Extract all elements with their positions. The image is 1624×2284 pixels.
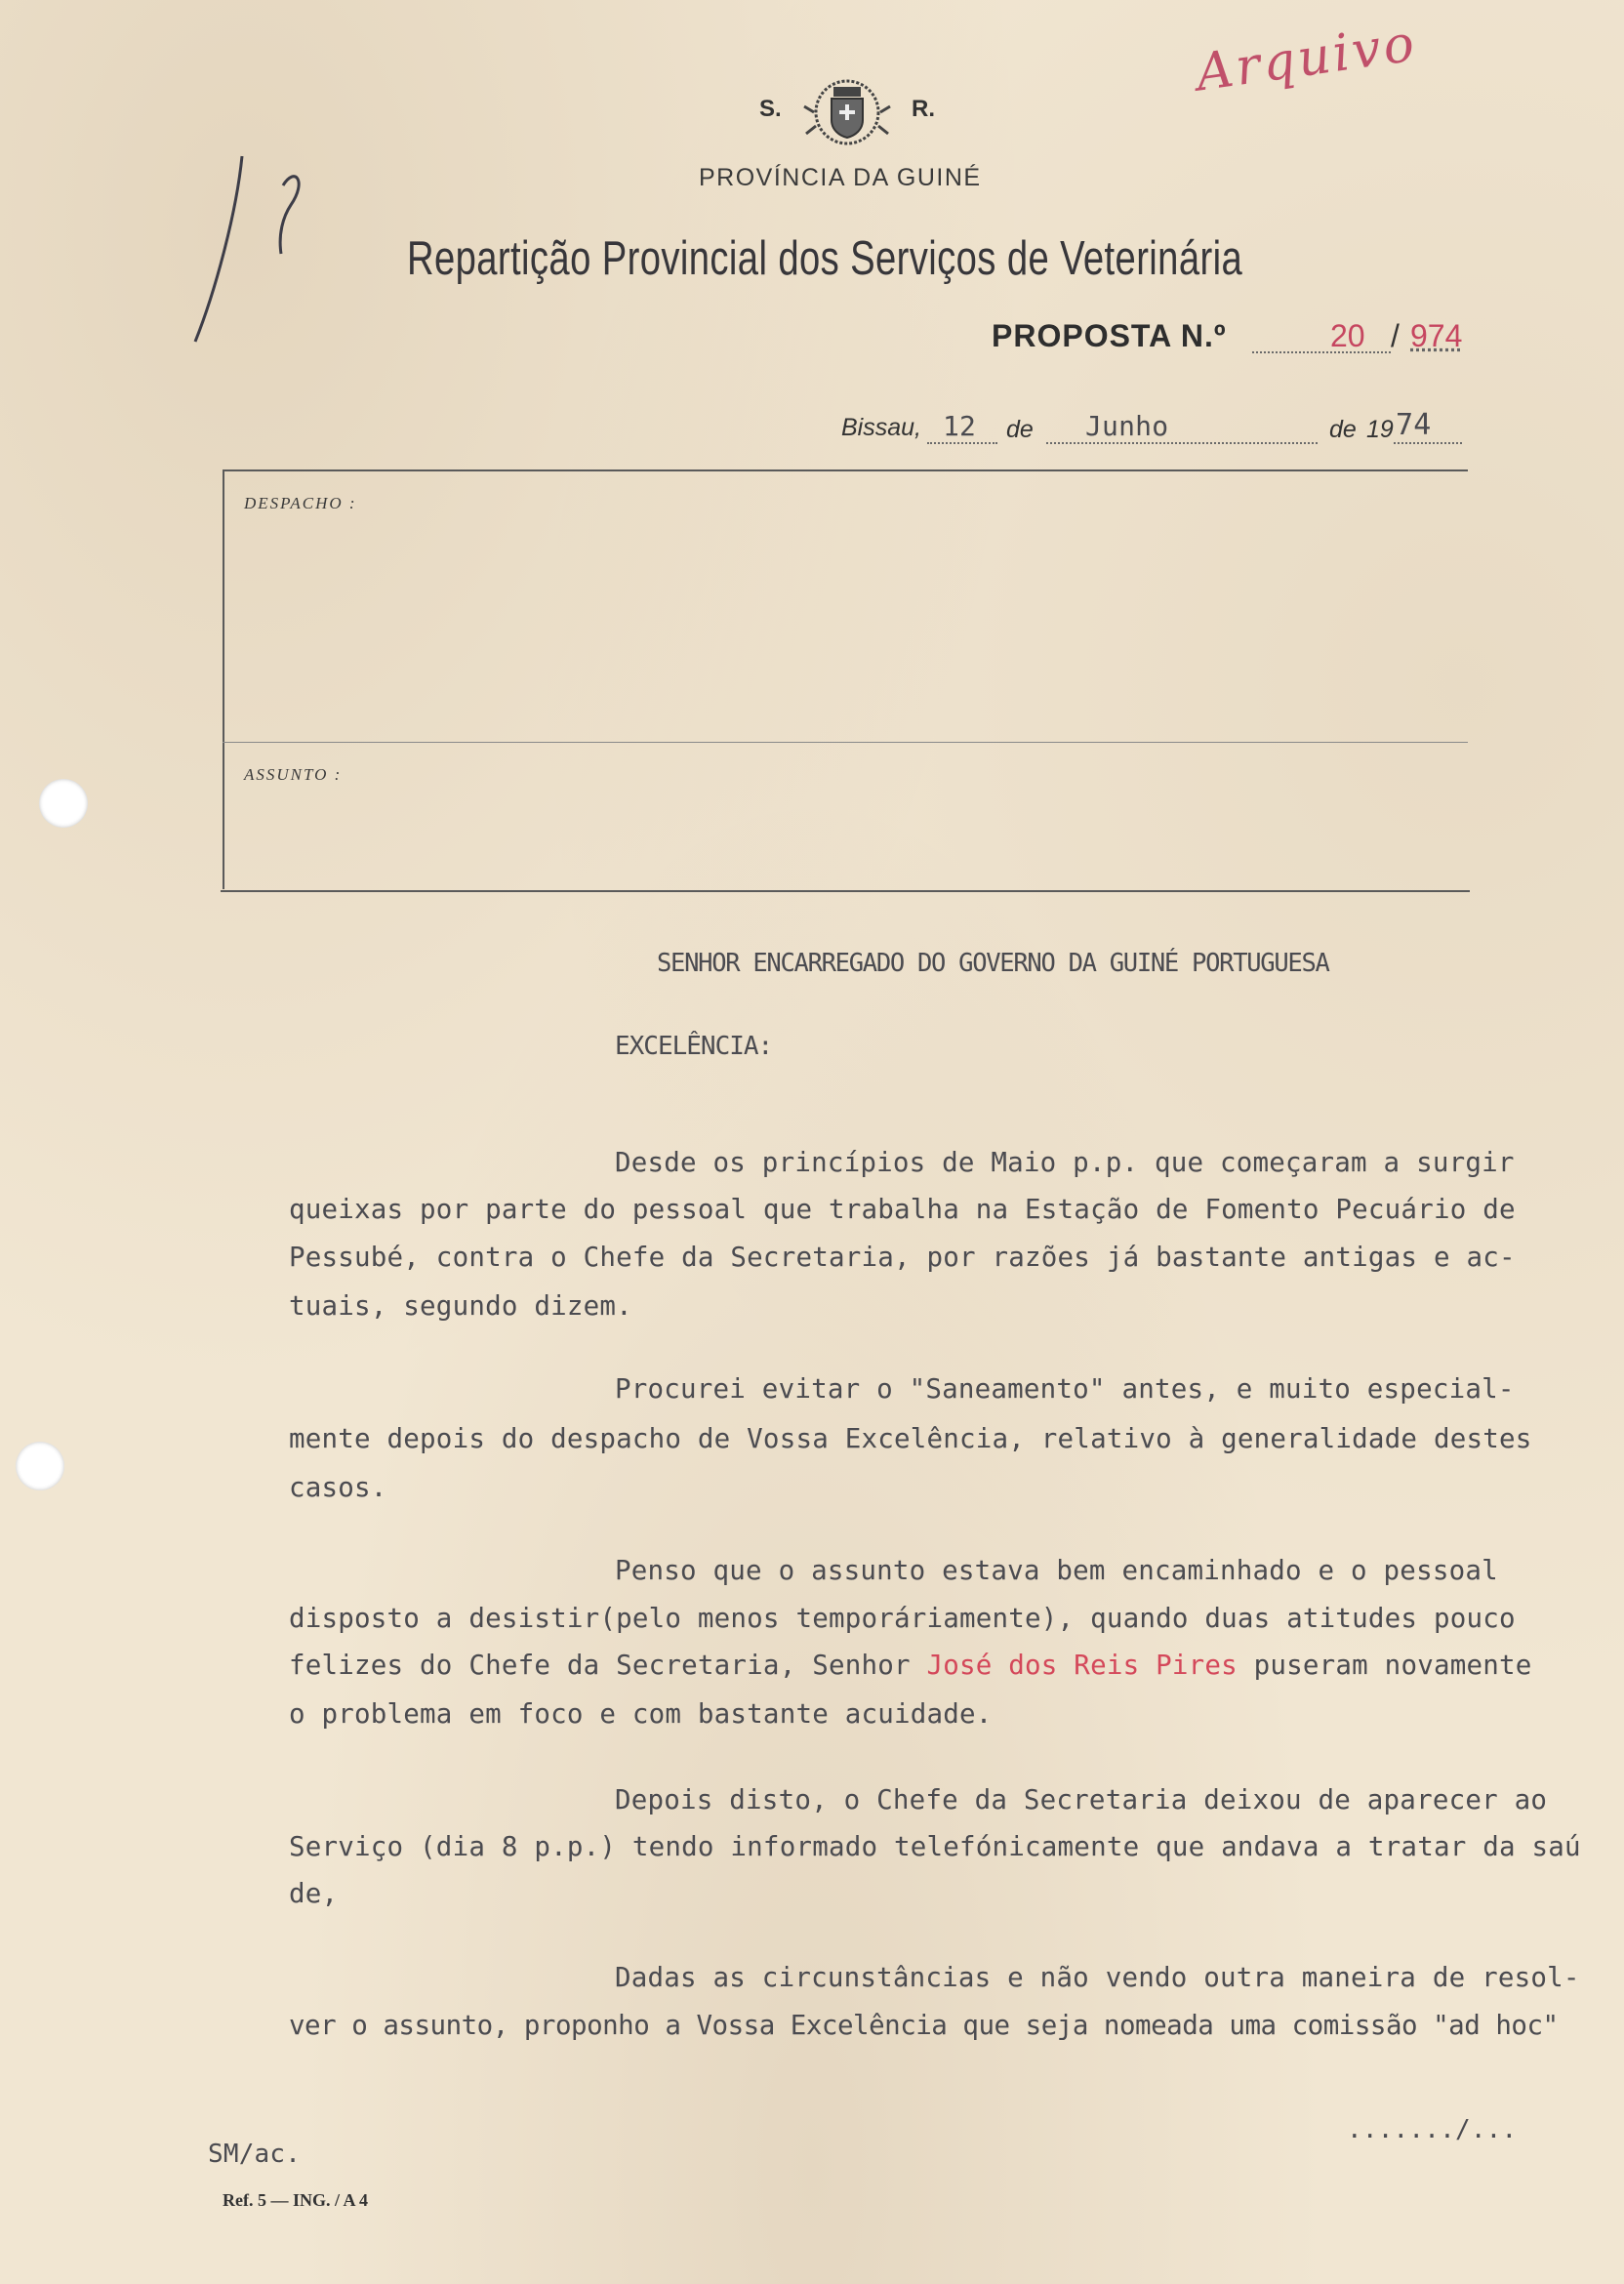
- body-line-14: de,: [289, 1878, 339, 1909]
- body-line-8: Penso que o assunto estava bem encaminhado e o pessoal: [615, 1555, 1498, 1586]
- date-day: 12: [943, 410, 977, 442]
- date-de-2: de: [1329, 416, 1357, 443]
- date-year-suffix: 74: [1396, 408, 1432, 442]
- date-year-prefix: 19: [1366, 416, 1394, 443]
- body-line-2: queixas por parte do pessoal que trabalha na Estação de Fomento Pecuário de: [289, 1194, 1516, 1225]
- form-bottom-rule: [221, 890, 1470, 892]
- letter-salutation: EXCELÊNCIA:: [615, 1032, 773, 1061]
- letter-r: R.: [912, 96, 935, 122]
- assunto-label: ASSUNTO :: [244, 765, 343, 784]
- proposal-number-line: [1252, 351, 1391, 353]
- form-top-rule: [223, 469, 1468, 471]
- person-name-highlight: José dos Reis Pires: [926, 1650, 1238, 1681]
- proposal-separator: /: [1391, 318, 1400, 353]
- form-middle-rule: [223, 742, 1468, 743]
- body-line-12: Depois disto, o Chefe da Secretaria deixou de aparecer ao: [615, 1784, 1548, 1815]
- punch-hole-bottom: [16, 1442, 64, 1490]
- body-line-5: Procurei evitar o "Saneamento" antes, e muito especial-: [615, 1373, 1515, 1405]
- despacho-label: DESPACHO :: [244, 494, 357, 512]
- proposal-label: PROPOSTA N.º: [992, 318, 1227, 353]
- proposal-number: 20: [1330, 318, 1365, 353]
- date-place: Bissau,: [841, 414, 921, 441]
- form-left-rule: [223, 469, 224, 889]
- proposal-year: 974: [1410, 318, 1463, 353]
- date-year-line: [1394, 442, 1462, 444]
- handwritten-archive-note: Arquivo: [1192, 14, 1421, 103]
- continuation-mark: ......./...: [1347, 2115, 1518, 2144]
- body-line-4: tuais, segundo dizem.: [289, 1290, 632, 1322]
- body-line-10-post: puseram novamente: [1237, 1650, 1532, 1681]
- body-line-10-pre: felizes do Chefe da Secretaria, Senhor: [289, 1650, 927, 1681]
- typist-initials: SM/ac.: [208, 2140, 302, 2169]
- letter-addressee: SENHOR ENCARREGADO DO GOVERNO DA GUINÉ PORTUGUESA: [657, 949, 1329, 978]
- body-line-11: o problema em foco e com bastante acuidade.: [289, 1698, 993, 1730]
- body-line-13: Serviço (dia 8 p.p.) tendo informado telefónicamente que andava a tratar da saú: [289, 1831, 1581, 1862]
- body-line-16: ver o assunto, proponho a Vossa Excelência que seja nomeada uma comissão "ad hoc": [289, 2010, 1559, 2041]
- coat-of-arms-icon: [802, 73, 892, 149]
- date-de-1: de: [1006, 416, 1034, 443]
- body-line-15: Dadas as circunstâncias e não vendo outra maneira de resol-: [615, 1962, 1580, 1993]
- department-title: Repartição Provincial dos Serviços de Veterinária: [407, 232, 1243, 285]
- body-line-10: [289, 1650, 1532, 1681]
- letter-s: S.: [759, 96, 782, 122]
- body-line-3: Pessubé, contra o Chefe da Secretaria, por razões já bastante antigas e ac-: [289, 1242, 1516, 1273]
- province-heading: PROVÍNCIA DA GUINÉ: [699, 164, 982, 191]
- date-month: Junho: [1085, 410, 1169, 442]
- punch-hole-top: [39, 779, 88, 828]
- margin-mark-text: [224, 132, 289, 200]
- body-line-9: disposto a desistir(pelo menos temporáriamente), quando duas atitudes pouco: [289, 1603, 1516, 1634]
- body-line-7: casos.: [289, 1472, 387, 1503]
- body-line-1: Desde os princípios de Maio p.p. que começaram a surgir: [615, 1147, 1515, 1178]
- body-line-6: mente depois do despacho de Vossa Excelência, relativo à generalidade destes: [289, 1423, 1532, 1454]
- date-month-line: [1046, 442, 1318, 444]
- date-day-line: [927, 442, 997, 444]
- form-reference: Ref. 5 — ING. / A 4: [223, 2190, 369, 2210]
